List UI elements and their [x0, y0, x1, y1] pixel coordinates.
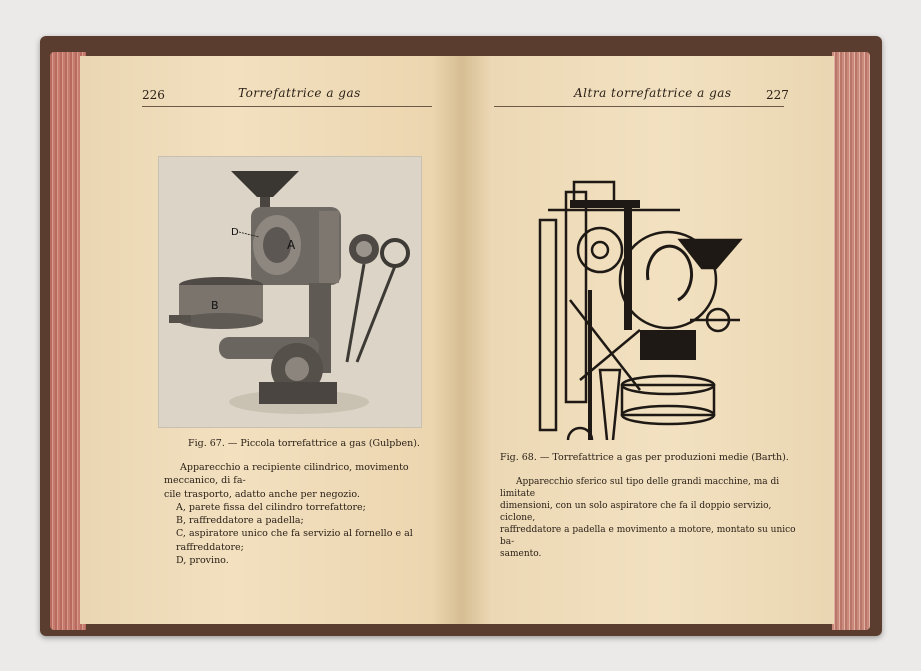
paragraph-line: Apparecchio a recipiente cilindrico, movimento meccanico, di fa-: [164, 462, 409, 487]
list-item: A, parete fissa del cilindro torrefattore;: [176, 501, 366, 513]
figure-68-illustration: [530, 170, 750, 440]
running-head-right: Altra torrefattrice a gas: [574, 86, 732, 100]
list-item: C, aspiratore unico che fa servizio al fornello e al raffreddatore;: [176, 528, 413, 553]
list-item: D, provino.: [176, 555, 229, 567]
running-head-left: Torrefattrice a gas: [238, 86, 361, 100]
label-a: A: [287, 238, 296, 252]
figure-67-illustration: [158, 156, 422, 428]
paragraph-line: raffreddatore a padella e movimento a motore, montato su unico ba-: [500, 525, 796, 547]
figure-68-caption: Fig. 68. — Torrefattrice a gas per produzioni medie (Barth).: [500, 452, 789, 463]
spherical-roaster-drawing: [530, 170, 750, 440]
roaster-drawing: [159, 157, 421, 427]
page-number-right: 227: [766, 88, 789, 102]
paragraph-line: dimensioni, con un solo aspiratore che fa il doppio servizio, ciclone,: [500, 501, 772, 523]
paragraph-line: cile trasporto, adatto anche per negozio.: [164, 488, 360, 500]
paragraph-line: Apparecchio sferico sul tipo delle grandi macchine, ma di limitate: [500, 477, 780, 499]
header-rule-right: [494, 106, 784, 107]
right-body-text: [500, 476, 800, 560]
page-number-left: 226: [142, 88, 165, 102]
paragraph-line: samento.: [500, 549, 542, 559]
header-rule-left: [142, 106, 432, 107]
right-page: [462, 56, 834, 624]
list-item: B, raffreddatore a padella;: [176, 515, 304, 527]
left-page: [80, 56, 462, 624]
label-b: B: [211, 299, 219, 312]
left-body-text: [164, 461, 464, 567]
page-edges-right: [832, 52, 870, 630]
figure-67-caption: Fig. 67. — Piccola torrefattrice a gas (Gulpben).: [188, 438, 420, 449]
label-d: D: [231, 227, 239, 238]
